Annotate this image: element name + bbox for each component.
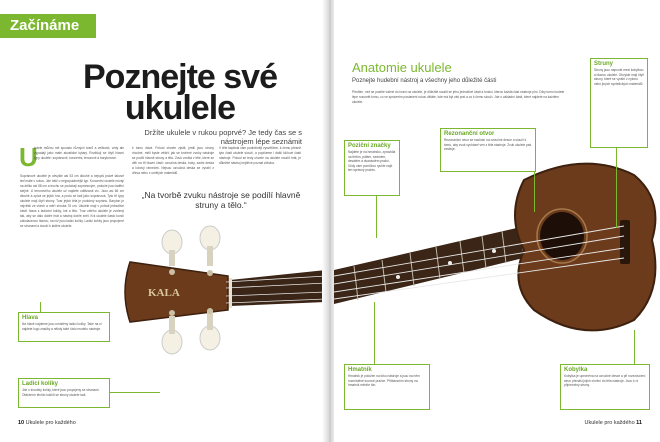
callout-bridge (560, 364, 650, 410)
body-text-column-3: V těle kapitola vám podrobněji vysvětlíme, k čemu přesně tyto části ukulele slouží, a popíšeme i další klíčové části nástroje. Pokud se tedy chcete na ukulele naučit hrát, je důležité nástroj nejdříve poznat zblízka. (219, 146, 301, 165)
callout-position-markers (344, 140, 400, 196)
section-tab: Začínáme (0, 14, 96, 38)
right-page-subtitle: Poznejte hudební nástroj a všechny jeho důležité části (352, 78, 497, 84)
body-text-column-1-continued: Sopránové ukulele je obvykle asi 53 cm dlouhé a nejspíš právě takové teď máte v rukou. Jde totiž o nejpopulárnější typ. Koncertní ukulele mívají na délku asi 58 cm a trochu se podobají sopránovým, protože jsou ladění stejně. U tenorového ukulele už najdete odlišnosti víc. Jsou asi 66 cm dlouhé a zpívá se jejich hra, a proto se ladí jako sopránová. Tyto tři typy ukulele mají čtyři struny. Tvar jejich těla je podobný sopránu. Baryton je největší ze všech a měří zhruba 76 cm. Ukulele mají v pořadí jednotlivé části: hlava s ladícími kolíky, krk a tělo. Tvar celého ukulele je zvolený tak, aby se dalo dobře hrát a nástroj dobře zněl. Krk ukulele často končí zakulacenou hlavou, na níž jsou ladicí kolíky. Ladicí kolíky jsou propojené se strunami a slouží k ladění ukulele. (20, 174, 124, 228)
body-text-column-1: kulele můžou mít spoustu různých tvarů a velikostí, vždy ale vypadají jako malé akustické kytary. Rozlišují se čtyři hlavní typy ukulele: sopránové, koncertní, tenorové a barytonové. (34, 146, 124, 160)
callout-leader-strings (616, 148, 617, 228)
callout-position-markers-text: Najdete je na hmatníku, zpravidla na třetím, pátém, sedmém, desátém a dvanáctém pražci. Vždy vám pomůžou rychle najít ten správný pražec. (348, 150, 396, 173)
callout-tuning-pegs-text: Jde o šroubky kolíky, které jsou propojeny se strunami. Otáčením těchto kolíků se struny ukulele ladí. (22, 388, 100, 397)
footer-left-label: Ukulele pro každého (25, 420, 76, 426)
callout-strings (590, 58, 648, 148)
right-page-intro: Předtím, než se pustíte vážně do hraní na ukulele, je důležité naučit se jeho jednotlivé části a funkci, kterou každá část nástroje plní. Díky tomu budete lépe rozumět tomu, co ve správném postavení rukou děláte, kde má být váš prst a co k čemu slouží. Jde o základní části, které najdete na každém ukulele. (352, 90, 565, 104)
callout-leader-fingerboard (374, 302, 375, 364)
callout-sound-hole-title: Rezonanční otvor (444, 131, 495, 137)
callout-bridge-title: Kobylka (564, 367, 588, 373)
brand-logo: KALA (148, 287, 180, 299)
callout-leader-head (40, 302, 41, 312)
callout-position-markers-title: Poziční značky (348, 143, 391, 149)
callout-fingerboard (344, 364, 430, 410)
callout-sound-hole (440, 128, 536, 172)
left-page (0, 0, 326, 442)
callout-leader-position-markers (376, 196, 377, 238)
footer-left (18, 420, 76, 426)
right-page-title: Anatomie ukulele (352, 60, 452, 75)
footer-right-label: Ukulele pro každého (584, 420, 635, 426)
drop-cap: U (19, 142, 38, 172)
title-line-1: Poznejte své (83, 58, 277, 96)
footer-right (584, 420, 642, 426)
callout-leader-pegs (110, 392, 160, 393)
page-number-left: 10 (18, 420, 25, 426)
callout-leader-bridge (634, 330, 635, 364)
page-subtitle: Držíte ukulele v rukou poprvé? Je tedy čas se s nástrojem lépe seznámit (144, 128, 302, 146)
callout-fingerboard-title: Hmatník (348, 367, 372, 373)
pull-quote: „Na tvorbě zvuku nástroje se podílí hlavně struny a tělo.“ (141, 190, 301, 210)
page-title (60, 58, 300, 127)
callout-sound-hole-text: Rezonanční otvor se nachází na ozvučné desce a slouží k tomu, aby zvuk vycházel ven z těla nástroje. Zvuk ukulele pak zesiluje. (444, 138, 532, 152)
callout-head-text: Na hlavě najdeme jsou umístěny ladicí kolíky. Také na ní najdete logo značky a někdy také číslo modelu nástroje. (22, 322, 102, 331)
right-page (334, 0, 660, 442)
callout-strings-title: Struny (594, 61, 614, 67)
callout-bridge-text: Kobylka je upevněna na ozvučné desce a při rozezvučení strun přenáší jejich chvění do těla nástroje. Jsou k ní připevněny struny. (564, 374, 646, 388)
callout-leader-sound-hole (534, 172, 535, 212)
page-number-right: 11 (636, 420, 642, 426)
callout-head-title: Hlava (22, 315, 39, 321)
callout-tuning-pegs-title: Ladicí kolíky (22, 381, 59, 387)
body-text-column-2: k tomu dává. Pokud chcete zjistit, jestli jsou struny vhodné, měli byste vědět, jak se tvořené zvuky nástroje se podílí hlavně struny a tělo. Zvuk vzniká v těle, které se dělí na tři hlavní části: ozvučná deska, boky, zadní deska a lubový rámeček. Nejsou ozvučná deska se vyrábí z dřeva nebo z umělých materiálů. (132, 146, 214, 175)
callout-strings-text: Struny jsou napnuté mezi kobylkou a hlavou ukulele. Obvykle mají čtyři struny, které se vyrábí z nylonu nebo jiných syntetických materiálů. (594, 68, 644, 86)
ukulele-headstock-image (110, 210, 326, 370)
title-line-2: ukulele (124, 89, 236, 127)
callout-fingerboard-text: Hmatník je položen na krku nástroje a jsou na něm rozmístěné kovové pražce. Přitisknutím struny na hmatník měníte tón. (348, 374, 420, 388)
callout-head (18, 312, 110, 342)
callout-tuning-pegs (18, 378, 110, 408)
